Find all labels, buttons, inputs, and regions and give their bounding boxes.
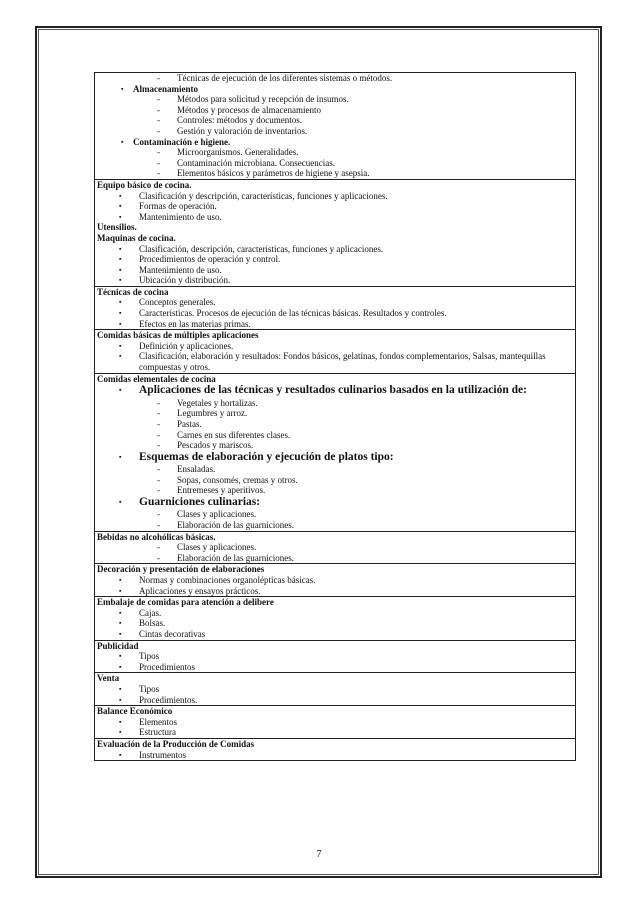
line-text: Sopas, consomés, cremas y otros. [177,474,298,485]
bullet-list-item [97,496,573,510]
dash-list-item [97,440,573,451]
dash-marker: - [157,73,160,83]
square-bullet-icon: ▪ [119,255,122,264]
line-text: Elaboración de las guarniciones. [177,552,294,563]
square-bullet-icon: ▪ [119,352,122,361]
bullet-list-item [97,684,573,695]
section-heading [97,330,573,341]
dash-list-item [97,158,573,169]
line-text: Normas y combinaciones organolépticas básicas. [139,575,316,586]
section-heading [97,641,573,652]
line-text: Instrumentos [139,749,186,760]
section-heading [97,673,573,684]
bullet-list-item [97,629,573,640]
square-bullet-icon: ▪ [119,452,122,461]
square-bullet-icon: ▪ [119,298,122,307]
dash-list-item [97,464,573,475]
line-text: Microorganismos. Generalidades. [177,147,299,158]
line-text: Elementos [139,716,177,727]
dash-list-item [97,542,573,553]
line-text: Almacenamiento [133,83,198,94]
bullet-list-item [97,750,573,761]
square-bullet-icon: ▪ [119,728,122,737]
bullet-list-item [97,341,573,352]
dash-marker: - [157,168,160,179]
bullet-list-item [97,319,573,330]
dash-list-item [97,419,573,430]
dash-marker: - [157,542,160,553]
square-bullet-icon: ▪ [119,586,122,595]
section-heading [97,222,573,233]
dash-marker: - [157,418,160,429]
bullet-list-item [97,297,573,308]
syllabus-table [94,72,576,761]
line-text: Decoración y presentación de elaboraciones [97,564,265,575]
bullet-list-item [97,727,573,738]
line-text: Formas de operación. [139,201,217,212]
line-text: Utensilios. [97,222,137,233]
line-text: Comidas elementales de cocina [97,373,216,384]
line-text: Aplicaciones y ensayos prácticos. [139,585,261,596]
bullet-list-item [97,651,573,662]
line-text: Publicidad [97,640,139,651]
square-bullet-icon: ▪ [119,319,122,328]
dash-marker: - [157,464,160,475]
dash-list-item [97,168,573,179]
line-text: Legumbres y arroz. [177,408,248,419]
line-text: Pescados y mariscos. [177,440,254,451]
square-bullet-icon: ▪ [119,619,122,628]
section-heading [97,564,573,575]
line-text: Balance Económico [97,706,173,717]
line-text: Bolsas. [139,618,166,629]
table-section [95,739,575,761]
square-bullet-icon: ▪ [119,630,122,638]
table-section [95,673,575,706]
bullet-list-item [97,717,573,728]
dash-marker: - [157,157,160,168]
line-text: Contaminación e higiene. [133,136,231,147]
dash-list-item [97,115,573,126]
dash-marker: - [157,147,160,158]
square-bullet-icon: ▪ [121,137,124,146]
line-text: Procedimientos. [139,694,198,705]
square-bullet-icon: ▪ [119,276,122,285]
line-text: Ubicación y distribución. [139,275,231,286]
square-bullet-icon: ▪ [119,497,122,506]
dash-list-item [97,105,573,116]
line-text: Aplicaciones de las técnicas y resultados culinarios basados en la utilización de: [139,384,527,397]
line-text: Tipos [139,651,160,662]
line-text: Cintas decorativas [139,629,206,639]
line-text: Clasificación y descripción, características, funciones y aplicaciones. [139,190,388,201]
line-text: Procedimientos [139,661,195,672]
square-bullet-icon: ▪ [119,717,122,726]
line-text: Bebidas no alcohólicas básicas. [97,531,216,542]
table-section [95,180,575,287]
line-text: Tipos [139,683,160,694]
line-text: Evaluación de la Producción de Comidas [97,738,255,749]
bullet-list-item [97,137,573,148]
square-bullet-icon: ▪ [121,84,124,93]
line-text: Clasificación, descripción, características, funciones y aplicaciones. [139,243,384,254]
line-text: Vegetales y hortalizas. [177,397,258,408]
dash-marker: - [157,397,160,408]
line-text: Venta [97,673,120,684]
section-heading [97,287,573,298]
dash-marker: - [157,94,160,105]
line-text: Mantenimiento de uso. [139,264,222,275]
bullet-list-item [97,244,573,255]
line-text: Elementos básicos y parámetros de higiene y asepsia. [177,168,370,179]
square-bullet-icon: ▪ [119,662,122,671]
line-text: Conceptos generales. [139,297,216,308]
line-text: Pastas. [177,418,202,429]
dash-marker: - [157,440,160,451]
table-section [95,287,575,330]
dash-marker: - [157,429,160,440]
line-text: Gestión y valoración de inventarios. [177,125,308,136]
line-text: Elaboración de las guarniciones. [177,520,294,531]
square-bullet-icon: ▪ [119,652,122,661]
line-text: Equipo básico de cocina. [97,179,192,190]
square-bullet-icon: ▪ [119,750,122,759]
bullet-list-item [97,254,573,265]
line-text: Clasificación, elaboración y resultados: Fondos básicos, gelatinas, fondos complementarios, Salsas, mantequillas compuestas y otros. [139,351,546,373]
bullet-list-item [97,662,573,673]
bullet-list-item [97,384,573,398]
dash-marker: - [157,104,160,115]
bullet-list-item [97,575,573,586]
square-bullet-icon: ▪ [119,695,122,704]
square-bullet-icon: ▪ [119,684,122,693]
square-bullet-icon: ▪ [119,608,122,617]
square-bullet-icon: ▪ [119,386,122,395]
dash-marker: - [157,125,160,136]
line-text: Técnicas de ejecución de los diferentes sistemas o métodos. [177,73,393,83]
dash-list-item [97,147,573,158]
bullet-list-item [97,351,573,372]
dash-list-item [97,73,573,84]
line-text: Definición y aplicaciones. [139,340,234,351]
bullet-list-item [97,212,573,223]
line-text: Esquemas de elaboración y ejecución de platos tipo: [139,450,394,463]
table-section [95,597,575,640]
line-text: Controles: métodos y documentos. [177,115,302,126]
bullet-list-item [97,695,573,706]
bullet-list-item [97,265,573,276]
dash-list-item [97,485,573,496]
line-text: Procedimientos de operación y control. [139,254,281,265]
line-text: Maquinas de cocina. [97,232,176,243]
line-text: Mantenimiento de uso. [139,211,222,222]
dash-list-item [97,553,573,564]
table-section [95,330,575,373]
bullet-list-item [97,275,573,286]
line-text: Cajas. [139,607,162,618]
square-bullet-icon: ▪ [119,212,122,221]
line-text: Métodos para solicitud y recepción de insumos. [177,94,349,105]
dash-list-item [97,475,573,486]
line-text: Comidas básicas de múltiples aplicaciones [97,330,259,341]
section-heading [97,233,573,244]
section-heading [97,532,573,543]
table-section [95,706,575,739]
dash-list-item [97,430,573,441]
square-bullet-icon: ▪ [119,244,122,253]
line-text: Técnicas de cocina [97,286,169,297]
square-bullet-icon: ▪ [119,202,122,211]
dash-marker: - [157,552,160,563]
bullet-list-item [97,451,573,465]
bullet-list-item [97,608,573,619]
dash-marker: - [157,474,160,485]
line-text: Características. Procesos de ejecución de las técnicas básicas. Resultados y controles. [139,308,447,319]
line-text: Embalaje de comidas para atención a delibere [97,597,274,608]
line-text: Clases y aplicaciones. [177,509,257,520]
bullet-list-item [97,586,573,597]
line-text: Clases y aplicaciones. [177,542,257,553]
line-text: Ensaladas. [177,464,216,475]
line-text: Estructura [139,727,176,738]
line-text: Efectos en las materias primas. [139,318,251,329]
bullet-list-item [97,84,573,95]
dash-marker: - [157,485,160,496]
section-heading [97,374,573,385]
square-bullet-icon: ▪ [119,576,122,585]
table-section [95,532,575,565]
square-bullet-icon: ▪ [119,341,122,350]
table-section [95,564,575,597]
square-bullet-icon: ▪ [119,309,122,318]
line-text: Carnes en sus diferentes clases. [177,429,291,440]
table-section [95,73,575,180]
line-text: Entremeses y aperitivos. [177,485,266,496]
line-text: Guarniciones culinarias: [139,495,261,508]
dash-marker: - [157,509,160,520]
dash-list-item [97,408,573,419]
bullet-list-item [97,191,573,202]
dash-marker: - [157,408,160,419]
square-bullet-icon: ▪ [119,191,122,200]
line-text: Contaminación microbiana. Consecuencias. [177,157,335,168]
dash-marker: - [157,115,160,126]
dash-marker: - [157,520,160,531]
dash-list-item [97,398,573,409]
dash-list-item [97,94,573,105]
dash-list-item [97,126,573,137]
dash-list-item [97,520,573,531]
bullet-list-item [97,308,573,319]
bullet-list-item [97,618,573,629]
section-heading [97,706,573,717]
page-number: 7 [316,849,322,860]
section-heading [97,180,573,191]
dash-list-item [97,509,573,520]
table-section [95,641,575,674]
square-bullet-icon: ▪ [119,265,122,274]
section-heading [97,597,573,608]
section-heading [97,739,573,750]
line-text: Métodos y procesos de almacenamiento [177,104,321,115]
table-section [95,374,575,532]
bullet-list-item [97,201,573,212]
